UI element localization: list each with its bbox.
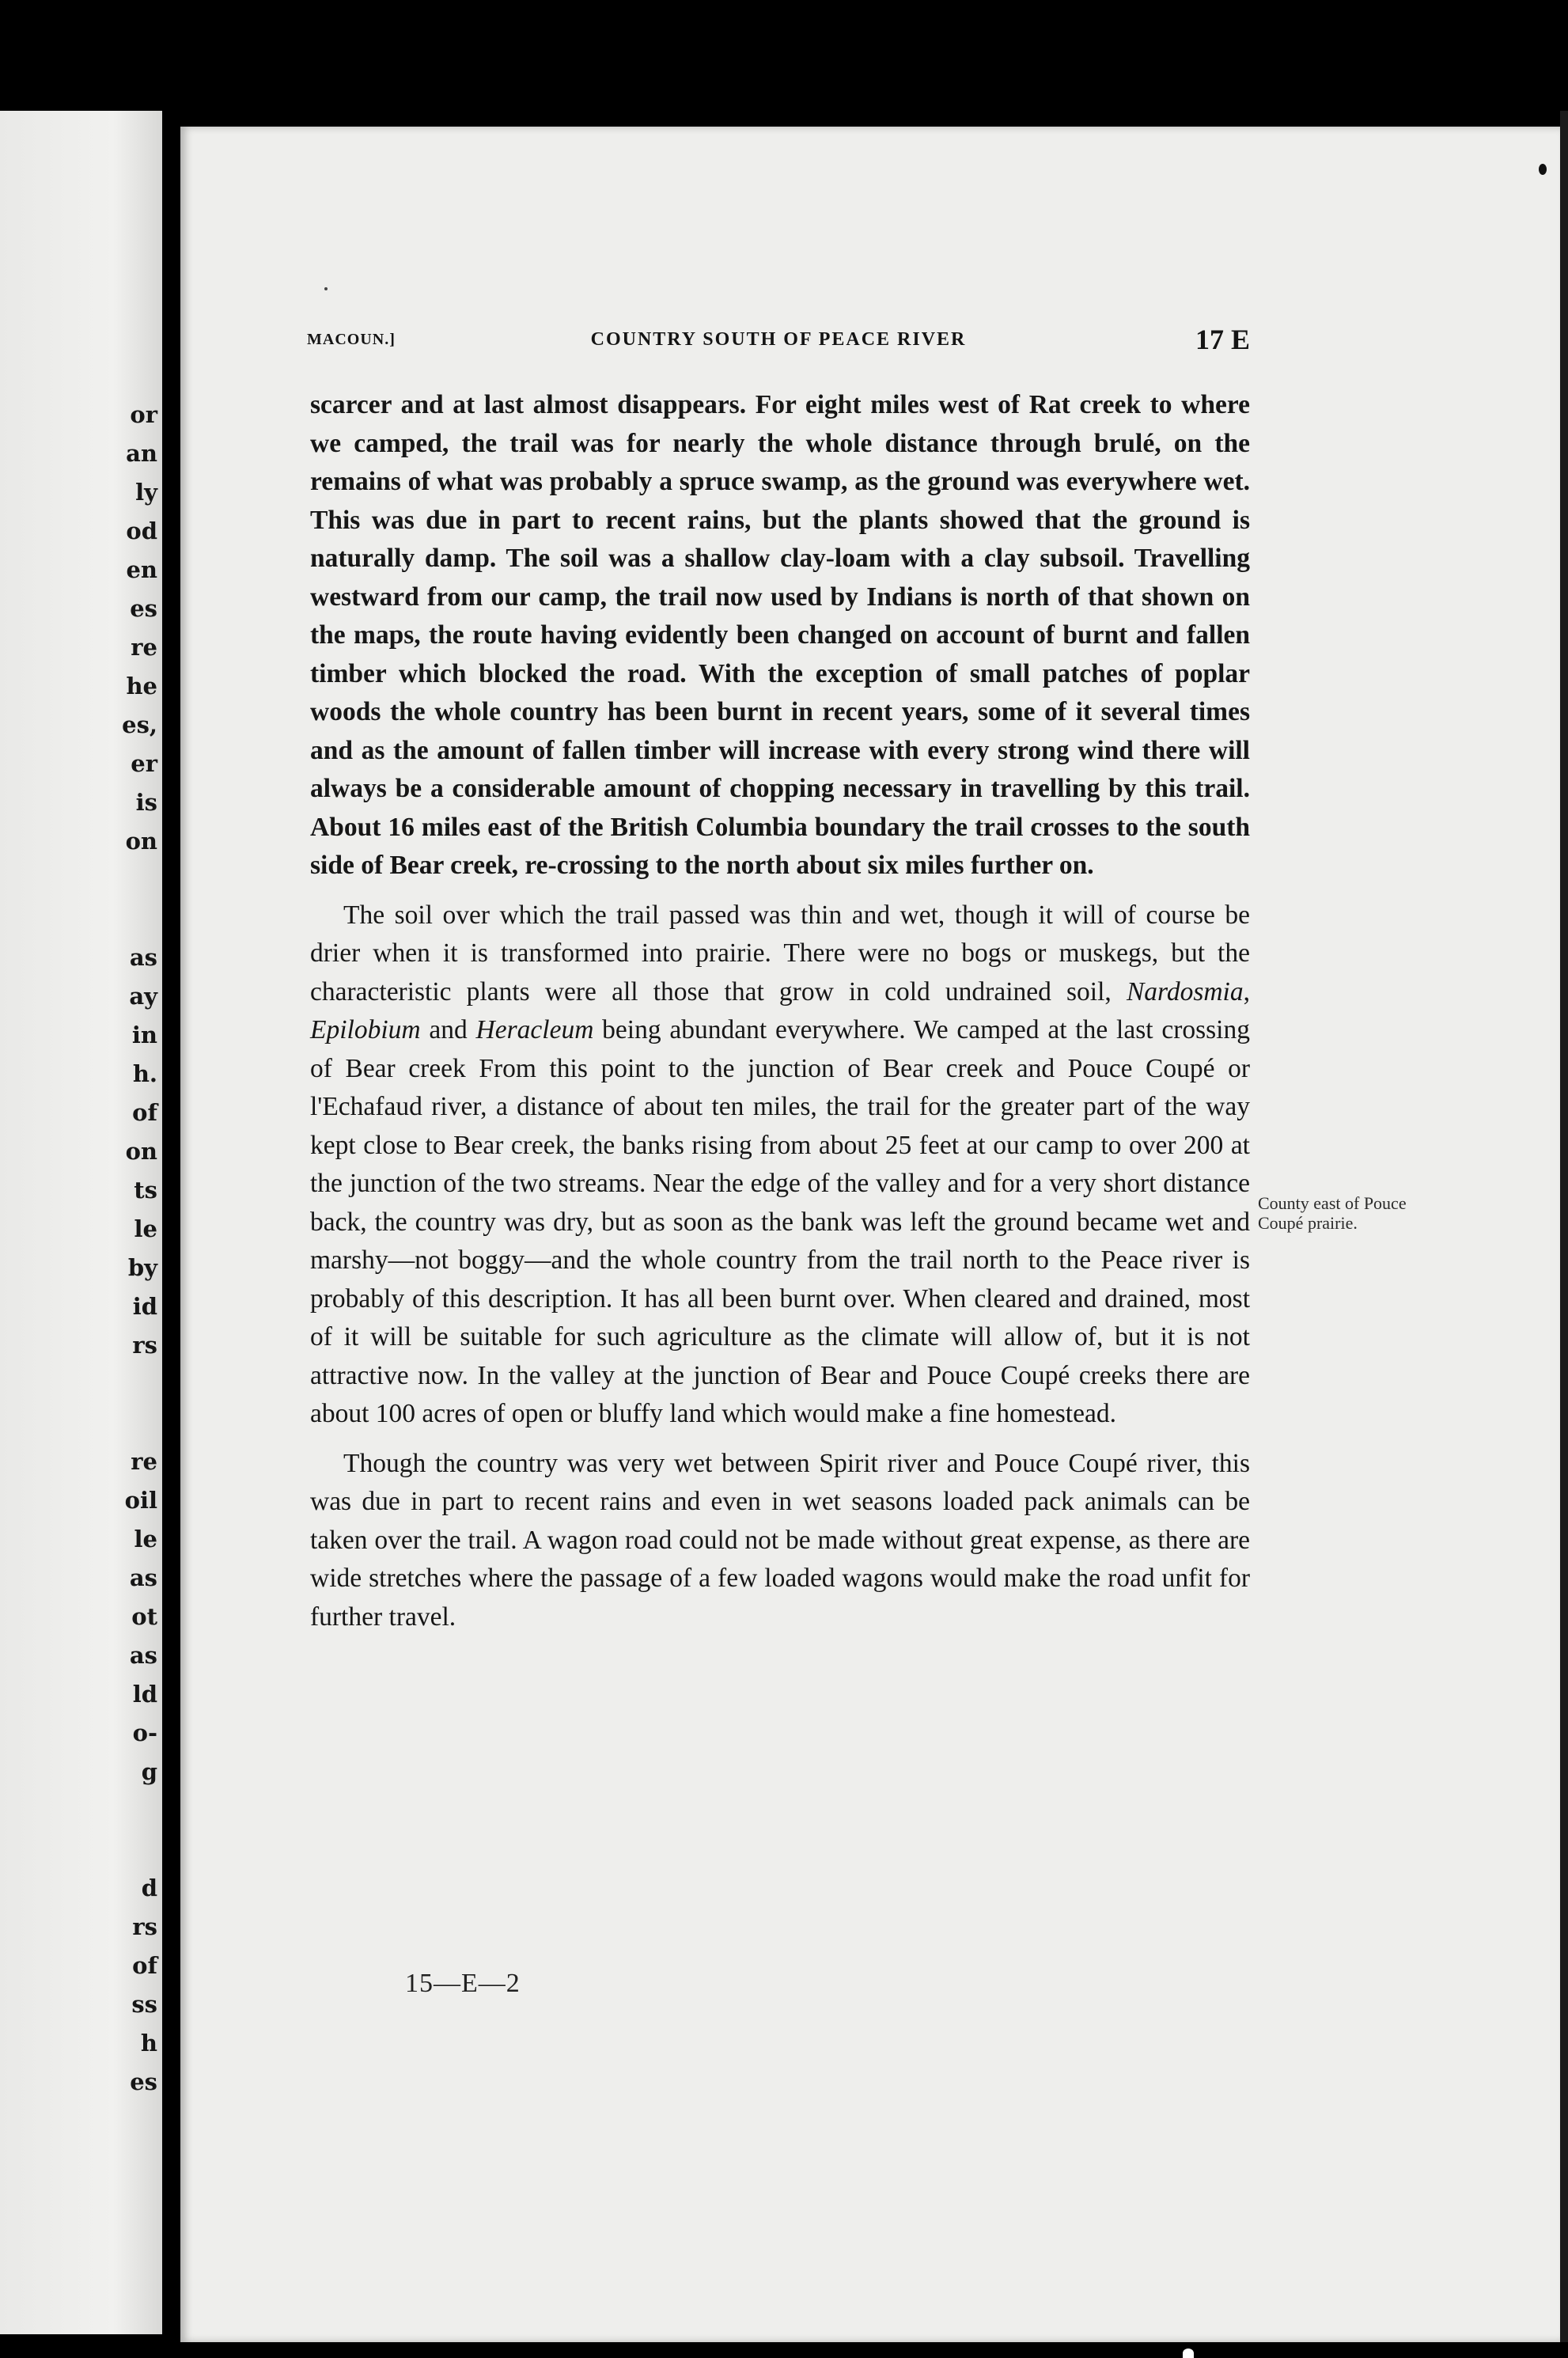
facing-page-fragment: ld [132, 1681, 157, 1708]
facing-page-fragment: as [129, 1564, 157, 1591]
facing-page-fragment: by [127, 1254, 157, 1281]
facing-page-fragment: ts [134, 1177, 157, 1204]
paragraph: scarcer and at last almost disappears. For eight miles west of Rat creek to where we camped, the trail was for nearly the whole distance through brulé, on the remains of what was probably a spruce swamp, as the ground was everywhere wet. This was due in part to recent rains, but the plants showed that the ground is naturally damp. The soil was a shallow clay-loam with a clay subsoil. Travelling westward from our camp, the trail now used by Indians is north of that shown on the maps, the route having evidently been changed on account of burnt and fallen timber which blocked the road. With the exception of small patches of poplar woods the whole country has been burnt in recent years, some of it several times and as the amount of fallen timber will increase with every strong wind there will always be a considerable amount of chopping necessary in travelling by this trail. About 16 miles east of the British Columbia boundary the trail crosses to the south side of Bear creek, re-crossing to the north about six miles further on. [310, 390, 1250, 880]
facing-page-fragment: an [126, 440, 157, 467]
facing-page-fragment: es [130, 2068, 157, 2095]
page-body [310, 386, 1250, 1636]
facing-page-fragment: od [126, 517, 157, 544]
facing-page-fragment: re [131, 1448, 157, 1475]
ink-speck [324, 287, 328, 290]
facing-page-edge [0, 111, 162, 2334]
facing-page-fragment: as [129, 1642, 157, 1669]
facing-page-fragment: h [140, 2030, 157, 2057]
facing-page-fragment: he [126, 673, 157, 699]
facing-page-fragment: er [131, 750, 157, 777]
paragraph: Though the country was very wet between Spirit river and Pouce Coupé river, this was due in part to recent rains and even in wet seasons loaded pack animals can be taken over the trail. A wagon road could not be made without great expense, as there are wide stretches where the passage of a few loaded wagons would make the road unfit for further travel. [310, 1448, 1250, 1632]
facing-page-fragment: rs [132, 1332, 157, 1359]
facing-page-fragment: h. [132, 1060, 157, 1087]
page-right-edge [1560, 111, 1568, 2342]
facing-page-fragment [122, 1365, 157, 1442]
facing-page-fragment: oil [124, 1487, 157, 1514]
facing-page-fragment: ot [131, 1603, 157, 1630]
facing-page-fragment [122, 861, 157, 938]
facing-page-fragment: or [130, 401, 157, 428]
facing-page-fragment: as [129, 944, 157, 971]
facing-page-fragment: rs [132, 1913, 157, 1940]
margin-note: County east of Pouce Coupé prairie. [1258, 1193, 1407, 1233]
genus-name: Heracleum [475, 1015, 594, 1044]
facing-page-fragment: is [135, 789, 157, 816]
facing-page-fragment: ly [135, 479, 157, 506]
running-header [307, 324, 1250, 361]
paragraph-text: The soil over which the trail passed was thin and wet, though it will of course be drier when it is transformed into prairie. There were no bogs or muskegs, but the characteristic plants were all those that grow in cold undrained soil, [310, 900, 1250, 1007]
facing-page-line-endings [122, 396, 157, 2102]
facing-page-fragment: id [132, 1293, 157, 1320]
facing-page-fragment: of [132, 1099, 157, 1126]
facing-page-fragment: es [130, 595, 157, 622]
signature-mark: 15—E—2 [405, 1969, 521, 1998]
facing-page-fragment: on [125, 828, 157, 855]
facing-page-fragment: re [131, 634, 157, 661]
facing-page-fragment [122, 1791, 157, 1869]
facing-page-fragment: d [141, 1875, 157, 1901]
page-number: 17 E [1195, 324, 1250, 355]
paragraph-text: being abundant everywhere. We camped at the last crossing of Bear creek [310, 1015, 1250, 1083]
facing-page-fragment: ss [131, 1991, 157, 2018]
facing-page-fragment: of [132, 1952, 157, 1979]
running-head-title: COUNTRY SOUTH OF PEACE RIVER [590, 329, 967, 350]
ink-speck [1539, 164, 1547, 175]
facing-page-fragment: o- [132, 1719, 157, 1746]
facing-page-fragment: es, [122, 711, 157, 738]
facing-page-fragment: ay [129, 983, 157, 1010]
facing-page-fragment: in [131, 1022, 157, 1048]
facing-page-fragment: on [125, 1138, 157, 1165]
conjunction: and [420, 1015, 476, 1044]
paragraph-text: From this point to the junction of Bear creek and Pouce Coupé or l'Echafaud river, a distance of about ten miles, the trail for the greater part of the way kept close to Bear creek, the banks rising from about 25 feet at our camp to over 200 at the junction of the two streams. Near the edge of the valley and for a very short distance back, the country was dry, but as soon as the bank was left the ground became wet and marshy—not boggy—and the whole country from the trail north to the Peace river is probably of this description. It has all been burnt over. When cleared and drained, most of it will be suitable for such agriculture as the climate will allow of, but it is not attractive now. In the valley at the junction of Bear and Pouce Coupé creeks there are about 100 acres of open or bluffy land which would make a fine homestead. [310, 1053, 1250, 1428]
paragraph [310, 897, 1250, 1434]
facing-page-fragment: en [126, 556, 157, 583]
facing-page-fragment: le [134, 1526, 157, 1552]
scan-artifact [1183, 2349, 1194, 2358]
facing-page-fragment: le [134, 1215, 157, 1242]
punctuation: , [1243, 976, 1250, 1007]
genus-name: Epilobium [310, 1015, 421, 1044]
running-head-author: MACOUN.] [307, 331, 396, 348]
genus-name: Nardosmia [1126, 976, 1244, 1007]
facing-page-fragment: g [141, 1758, 157, 1785]
